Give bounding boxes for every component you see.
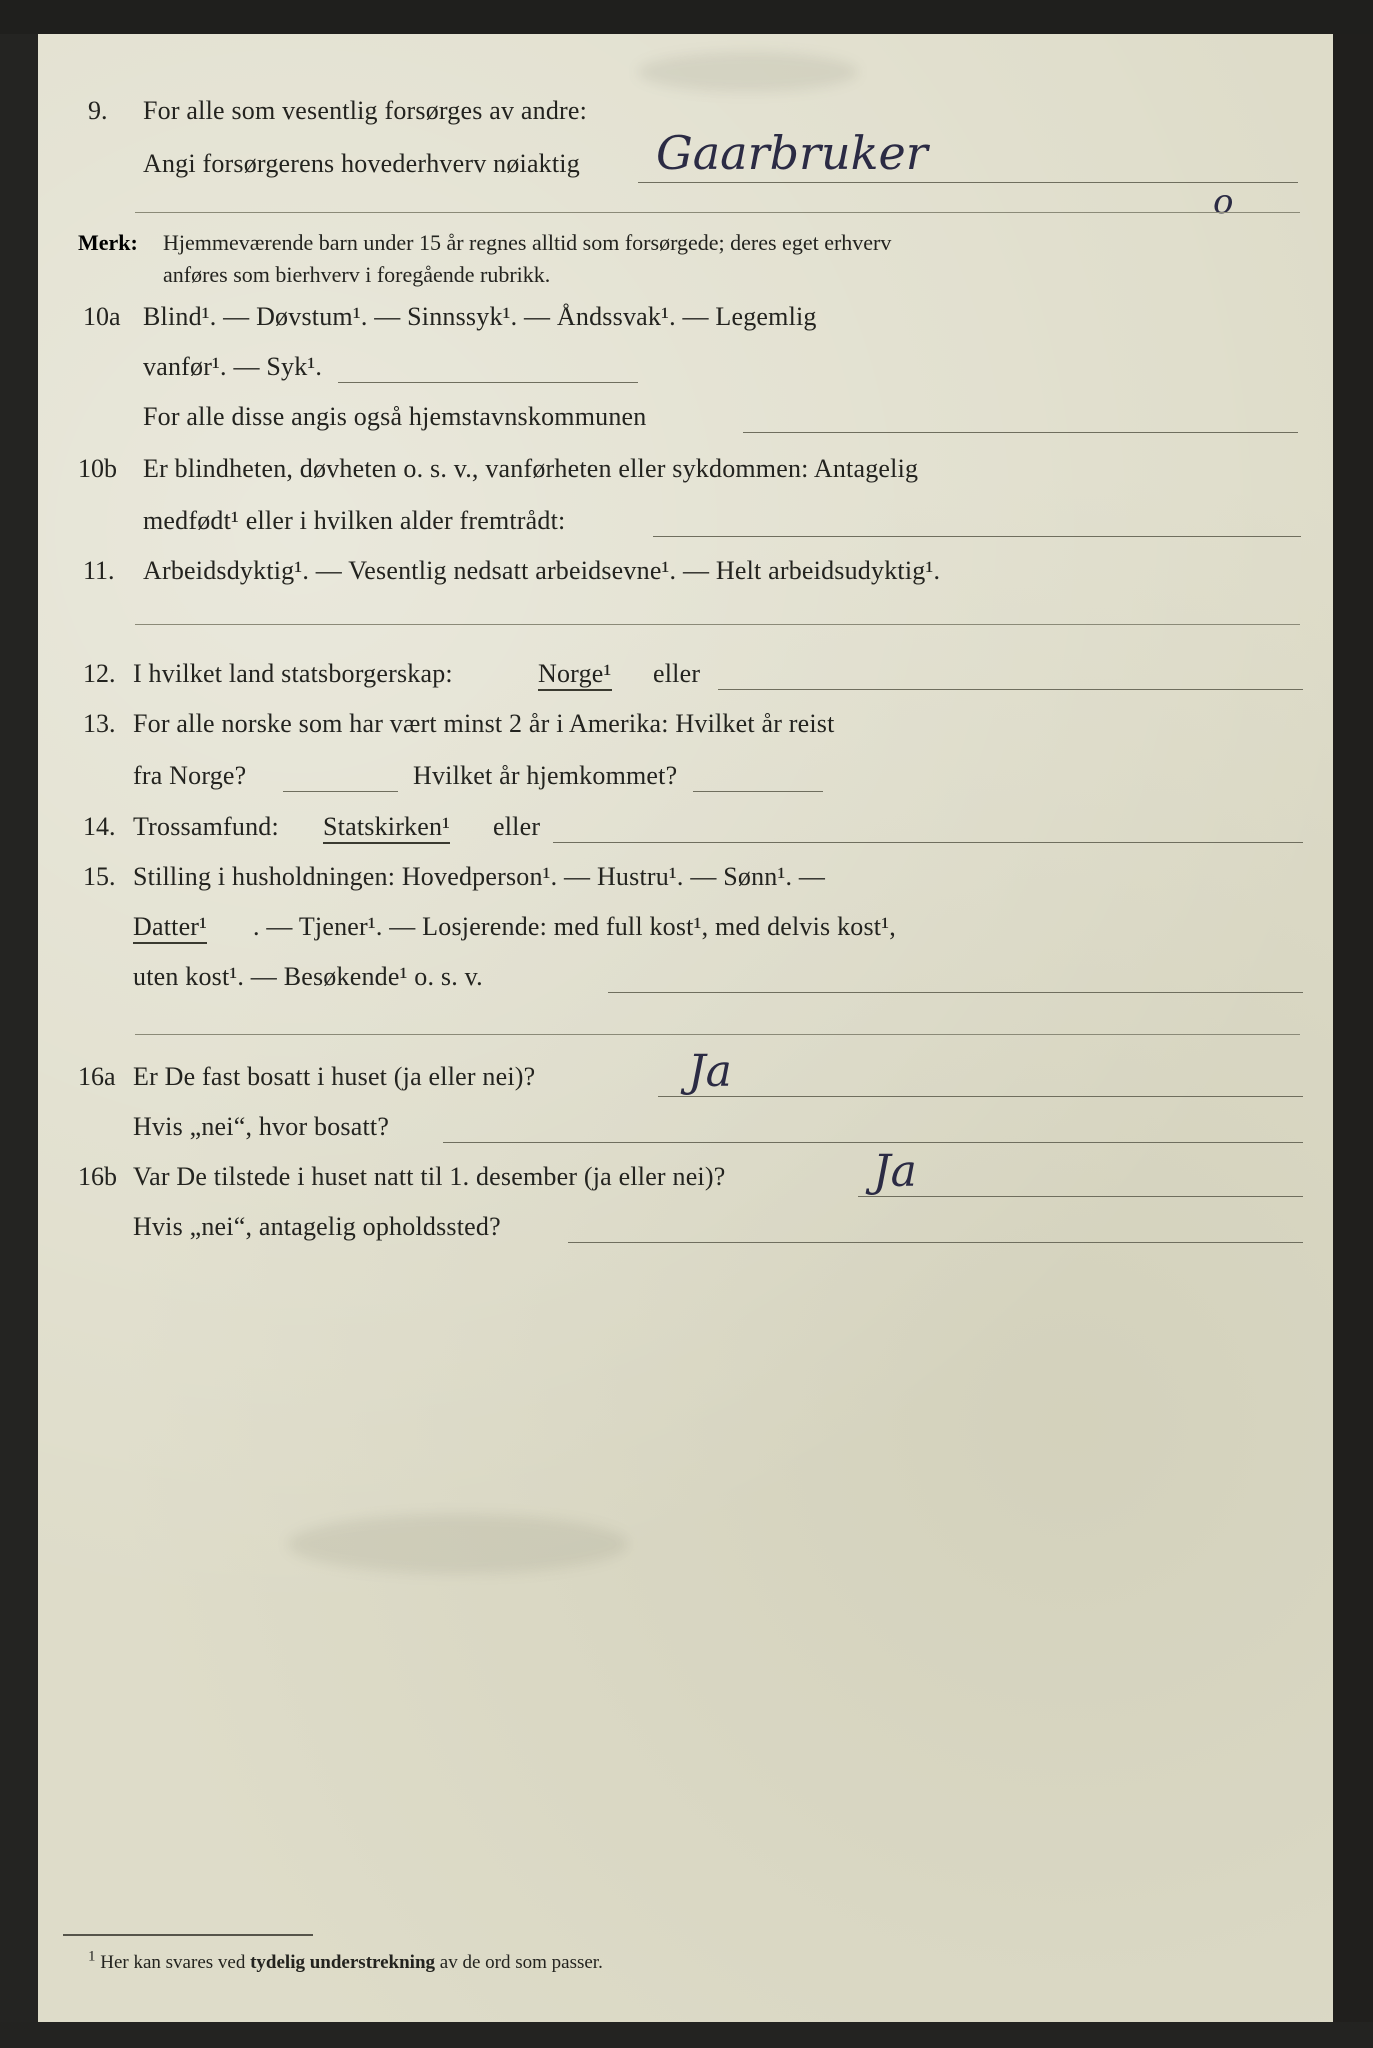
question-14-tail: eller <box>493 812 541 841</box>
merk-line2: anføres som bierhverv i foregående rubrikk. <box>163 262 551 287</box>
question-13-line2a: fra Norge? <box>133 761 247 790</box>
scan-border-right <box>1333 0 1373 2048</box>
question-13-rule-1 <box>283 791 398 792</box>
question-15-number: 15. <box>83 862 116 891</box>
footnote-marker: 1 <box>88 1948 96 1965</box>
question-14-text: Trossamfund: <box>133 812 279 841</box>
question-12-rule <box>718 689 1303 690</box>
question-13-number: 13. <box>83 709 116 738</box>
question-9-answer: Gaarbruker <box>656 126 928 180</box>
footnote-before: Her kan svares ved <box>100 1952 246 1973</box>
question-14-answer-text: Statskirken¹ <box>323 812 450 844</box>
question-16b-rule-1 <box>858 1196 1303 1197</box>
question-12-answer-text: Norge¹ <box>538 659 612 691</box>
question-16a-rule-2 <box>443 1142 1303 1143</box>
question-10b-line2: medfødt¹ eller i hvilken alder fremtrådt: <box>143 506 566 535</box>
form-sheet <box>38 34 1333 2022</box>
question-10b-line1: Er blindheten, døvheten o. s. v., vanførheten eller sykdommen: Antagelig <box>143 454 919 483</box>
scan-border-bottom <box>0 2022 1373 2048</box>
question-13-rule-2 <box>693 791 823 792</box>
question-15-datter: Datter¹ <box>133 912 207 944</box>
question-14-number: 14. <box>83 812 116 841</box>
question-16a-rule-1 <box>658 1096 1303 1097</box>
question-13-line2b: Hvilket år hjemkommet? <box>413 761 678 790</box>
question-10a-note: For alle disse angis også hjemstavnskommunen <box>143 402 647 431</box>
merk-label: Merk: <box>78 230 138 255</box>
question-10a-number: 10a <box>83 302 121 331</box>
question-15-line3: uten kost¹. — Besøkende¹ o. s. v. <box>133 962 483 991</box>
question-10a-options-line2: vanfør¹. — Syk¹. <box>143 352 323 381</box>
question-16a-answer: Ja <box>688 1046 732 1097</box>
question-16b-number: 16b <box>78 1162 117 1191</box>
question-11-number: 11. <box>83 556 115 585</box>
question-16a-line2: Hvis „nei“, hvor bosatt? <box>133 1112 390 1141</box>
section-rule-2 <box>135 624 1300 625</box>
question-14-answer <box>323 812 450 842</box>
paper-smudge <box>638 52 858 92</box>
question-10b-number: 10b <box>78 454 117 483</box>
merk-line1: Hjemmeværende barn under 15 år regnes alltid som forsørgede; deres eget erhverv <box>163 230 892 255</box>
question-16b-line1: Var De tilstede i huset natt til 1. desember (ja eller nei)? <box>133 1162 726 1191</box>
question-15-line2-marked <box>133 912 207 942</box>
question-13-line1: For alle norske som har vært minst 2 år i Amerika: Hvilket år reist <box>133 709 835 738</box>
footnote-rule <box>63 1934 313 1936</box>
question-16a-line1: Er De fast bosatt i huset (ja eller nei)? <box>133 1062 536 1091</box>
question-11-text: Arbeidsdyktig¹. — Vesentlig nedsatt arbeidsevne¹. — Helt arbeidsudyktig¹. <box>143 556 941 585</box>
question-12-answer <box>538 659 612 689</box>
question-9-line1: For alle som vesentlig forsørges av andre: <box>143 96 588 125</box>
footnote-bold: tydelig understrekning <box>250 1952 436 1973</box>
question-9-answer-rule <box>638 182 1298 183</box>
question-10b-rule <box>653 536 1301 537</box>
question-9-line2: Angi forsørgerens hovederhverv nøiaktig <box>143 149 580 178</box>
question-16b-line2: Hvis „nei“, antagelig opholdssted? <box>133 1212 501 1241</box>
paper-smudge <box>288 1514 628 1574</box>
section-rule-3 <box>135 1034 1300 1035</box>
question-12-number: 12. <box>83 659 116 688</box>
question-16b-rule-2 <box>568 1242 1303 1243</box>
question-14-rule <box>553 842 1303 843</box>
question-10a-options-line1: Blind¹. — Døvstum¹. — Sinnssyk¹. — Åndssvak¹. — Legemlig <box>143 302 817 331</box>
scan-border-left <box>0 0 38 2048</box>
question-15-line1: Stilling i husholdningen: Hovedperson¹. — Hustru¹. — Sønn¹. — <box>133 862 826 891</box>
question-9-answer-flourish: o <box>1213 182 1234 222</box>
question-15-line2-rest: . — Tjener¹. — Losjerende: med full kost¹, med delvis kost¹, <box>253 912 896 941</box>
question-10a-rule <box>338 382 638 383</box>
question-9-number: 9. <box>88 96 108 125</box>
question-10a-note-rule <box>743 432 1298 433</box>
form-content <box>38 34 1333 2022</box>
question-15-rule <box>608 992 1303 993</box>
section-rule-1 <box>135 212 1300 213</box>
question-12-text: I hvilket land statsborgerskap: <box>133 659 453 688</box>
question-12-tail: eller <box>653 659 701 688</box>
scan-border-top <box>0 0 1373 34</box>
footnote <box>88 1948 603 1974</box>
question-16b-answer: Ja <box>873 1146 917 1197</box>
footnote-after: av de ord som passer. <box>439 1952 603 1973</box>
question-16a-number: 16a <box>78 1062 116 1091</box>
